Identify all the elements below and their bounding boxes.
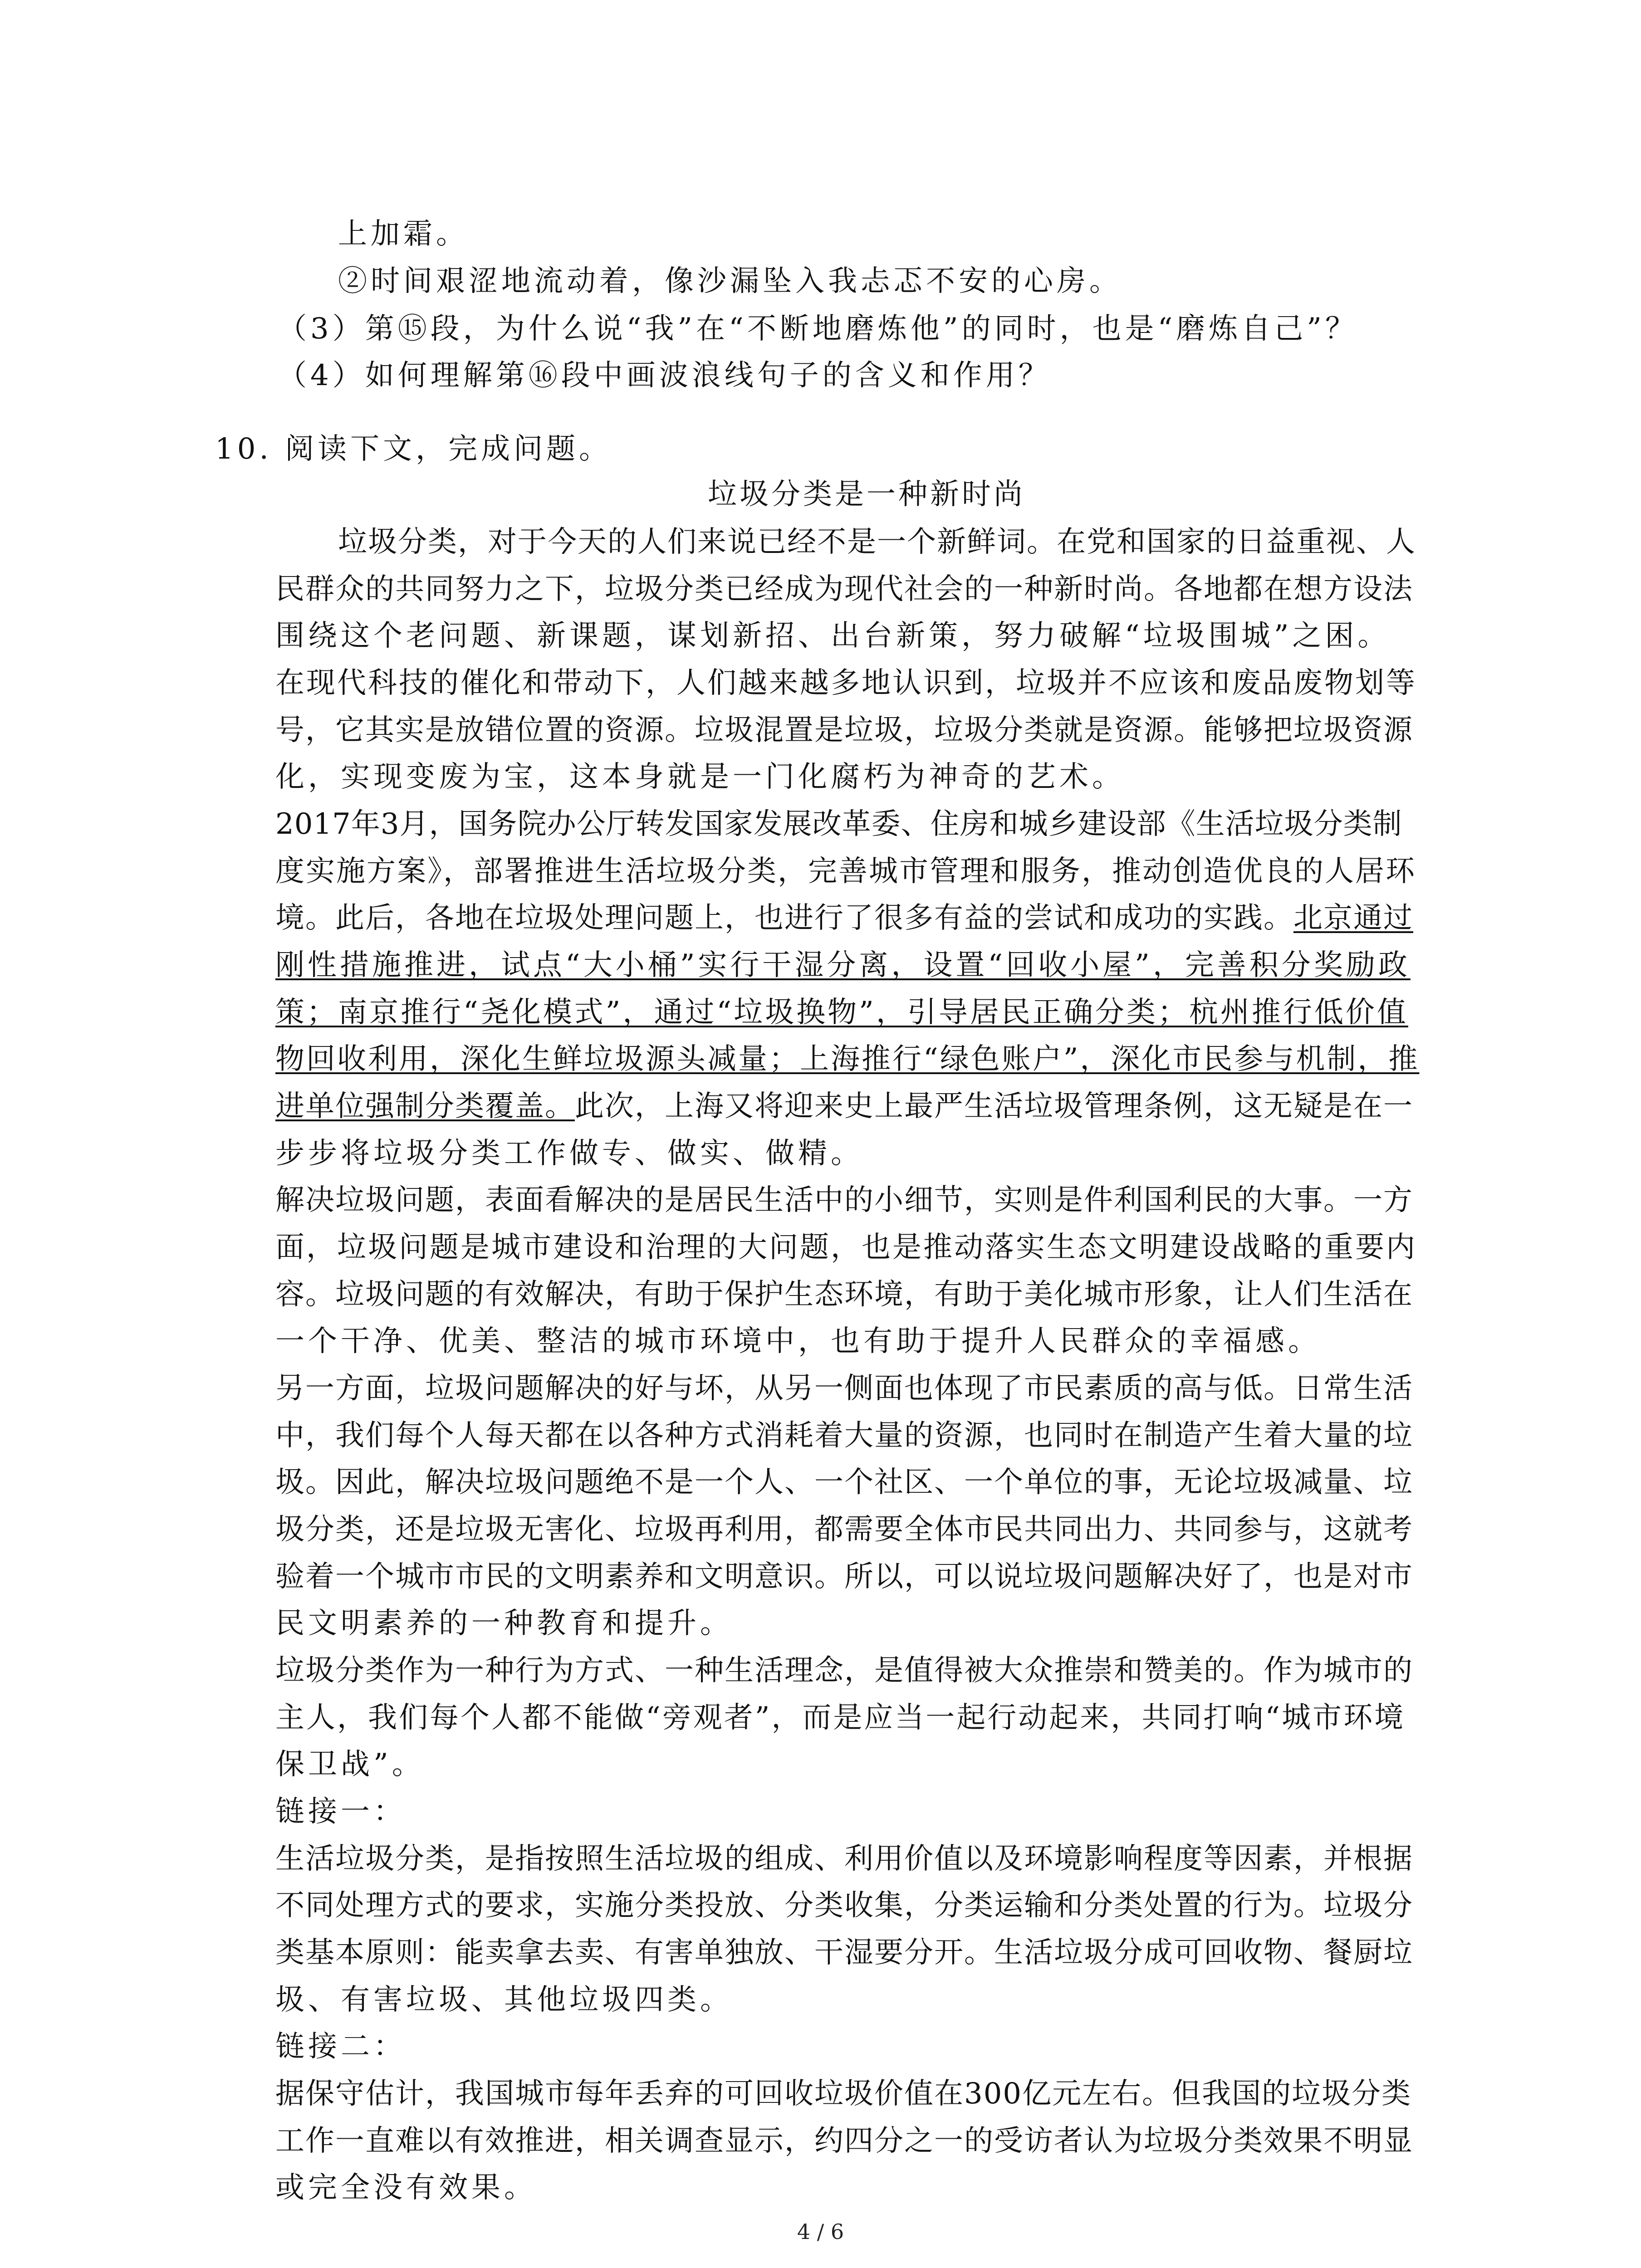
link-heading: 链接一： xyxy=(275,1795,406,1828)
article-line xyxy=(275,900,1413,936)
article-line: 号，它其实是放错位置的资源。垃圾混置是垃圾，垃圾分类就是资源。能够把垃圾资源 xyxy=(275,714,1413,747)
underlined-line: 刚性措施推进，试点“大小桶”实行干湿分离，设置“回收小屋”，完善积分奖励政 xyxy=(275,948,1411,982)
question-3: （3）第⑮段，为什么说“我”在“不断地磨炼他”的同时，也是“磨炼自己”？ xyxy=(278,312,1358,346)
article-line: 或完全没有效果。 xyxy=(275,2171,537,2204)
article-line: 一个干净、优美、整洁的城市环境中，也有助于提升人民群众的幸福感。 xyxy=(275,1325,1321,1358)
question-10-header: 10. 阅读下文，完成问题。 xyxy=(215,432,612,466)
article-line: 度实施方案》，部署推进生活垃圾分类，完善城市管理和服务，推动创造优良的人居环 xyxy=(275,855,1416,888)
article-line: 民群众的共同努力之下，垃圾分类已经成为现代社会的一种新时尚。各地都在想方设法 xyxy=(275,572,1413,606)
article-line: 民文明素养的一种教育和提升。 xyxy=(275,1607,733,1640)
underlined-line: 策；南京推行“尧化模式”，通过“垃圾换物”，引导居民正确分类；杭州推行低价值 xyxy=(275,996,1408,1029)
article-line: 生活垃圾分类，是指按照生活垃圾的组成、利用价值以及环境影响程度等因素，并根据 xyxy=(275,1842,1413,1876)
underlined-text: 北京通过 xyxy=(1293,901,1413,935)
article-text: 境。此后，各地在垃圾处理问题上，也进行了很多有益的尝试和成功的实践。 xyxy=(275,901,1293,935)
question-4: （4）如何理解第⑯段中画波浪线句子的含义和作用？ xyxy=(278,359,1051,392)
article-line: 圾分类，还是垃圾无害化、垃圾再利用，都需要全体市民共同出力、共同参与，这就考 xyxy=(275,1513,1413,1546)
article-line: 据保守估计，我国城市每年丢弃的可回收垃圾价值在300亿元左右。但我国的垃圾分类 xyxy=(275,2077,1412,2111)
prev-text-line: ②时间艰涩地流动着，像沙漏坠入我忐忑不安的心房。 xyxy=(338,264,1122,298)
article-text: 此次，上海又将迎来史上最严生活垃圾管理条例，这无疑是在一 xyxy=(575,1090,1413,1123)
article-line: 工作一直难以有效推进，相关调查显示，约四分之一的受访者认为垃圾分类效果不明显 xyxy=(275,2124,1413,2158)
link-heading: 链接二： xyxy=(275,2030,406,2063)
article-line: 在现代科技的催化和带动下，人们越来越多地认识到，垃圾并不应该和废品废物划等 xyxy=(275,666,1417,700)
article-line: 围绕这个老问题、新课题，谋划新招、出台新策，努力破解“垃圾围城”之困。 xyxy=(275,619,1391,653)
prev-text-line: 上加霜。 xyxy=(338,217,469,251)
underlined-line: 物回收利用，深化生鲜垃圾源头减量；上海推行“绿色账户”，深化市民参与机制，推 xyxy=(275,1042,1420,1076)
article-line: 验着一个城市市民的文明素养和文明意识。所以，可以说垃圾问题解决好了，也是对市 xyxy=(275,1560,1413,1593)
article-line: 圾、有害垃圾、其他垃圾四类。 xyxy=(275,1983,733,2017)
article-line: 圾。因此，解决垃圾问题绝不是一个人、一个社区、一个单位的事，无论垃圾减量、垃 xyxy=(275,1466,1413,1499)
article-line: 中，我们每个人每天都在以各种方式消耗着大量的资源，也同时在制造产生着大量的垃 xyxy=(275,1419,1413,1452)
article-line: 垃圾分类，对于今天的人们来说已经不是一个新鲜词。在党和国家的日益重视、人 xyxy=(338,525,1416,559)
underlined-text: 进单位强制分类覆盖。 xyxy=(275,1090,575,1123)
article-line: 步步将垃圾分类工作做专、做实、做精。 xyxy=(275,1137,863,1170)
page-number: 4 / 6 xyxy=(797,2219,844,2244)
article-line: 保卫战”。 xyxy=(275,1748,425,1781)
article-line xyxy=(275,1088,1413,1124)
article-line: 主人，我们每个人都不能做“旁观者”，而是应当一起行动起来，共同打响“城市环境 xyxy=(275,1701,1406,1735)
article-line: 2017年3月，国务院办公厅转发国家发展改革委、住房和城乡建设部《生活垃圾分类制 xyxy=(275,807,1402,841)
article-line: 类基本原则：能卖拿去卖、有害单独放、干湿要分开。生活垃圾分成可回收物、餐厨垃 xyxy=(275,1936,1413,1970)
article-line: 化，实现变废为宝，这本身就是一门化腐朽为神奇的艺术。 xyxy=(275,760,1125,794)
article-line: 解决垃圾问题，表面看解决的是居民生活中的小细节，实则是件利国利民的大事。一方 xyxy=(275,1183,1413,1217)
article-title: 垃圾分类是一种新时尚 xyxy=(708,478,1025,511)
article-line: 垃圾分类作为一种行为方式、一种生活理念，是值得被大众推崇和赞美的。作为城市的 xyxy=(275,1654,1413,1687)
article-line: 容。垃圾问题的有效解决，有助于保护生态环境，有助于美化城市形象，让人们生活在 xyxy=(275,1278,1413,1311)
article-line: 不同处理方式的要求，实施分类投放、分类收集，分类运输和分类处置的行为。垃圾分 xyxy=(275,1889,1413,1922)
article-line: 另一方面，垃圾问题解决的好与坏，从另一侧面也体现了市民素质的高与低。日常生活 xyxy=(275,1372,1413,1405)
article-line: 面，垃圾问题是城市建设和治理的大问题，也是推动落实生态文明建设战略的重要内 xyxy=(275,1231,1417,1264)
